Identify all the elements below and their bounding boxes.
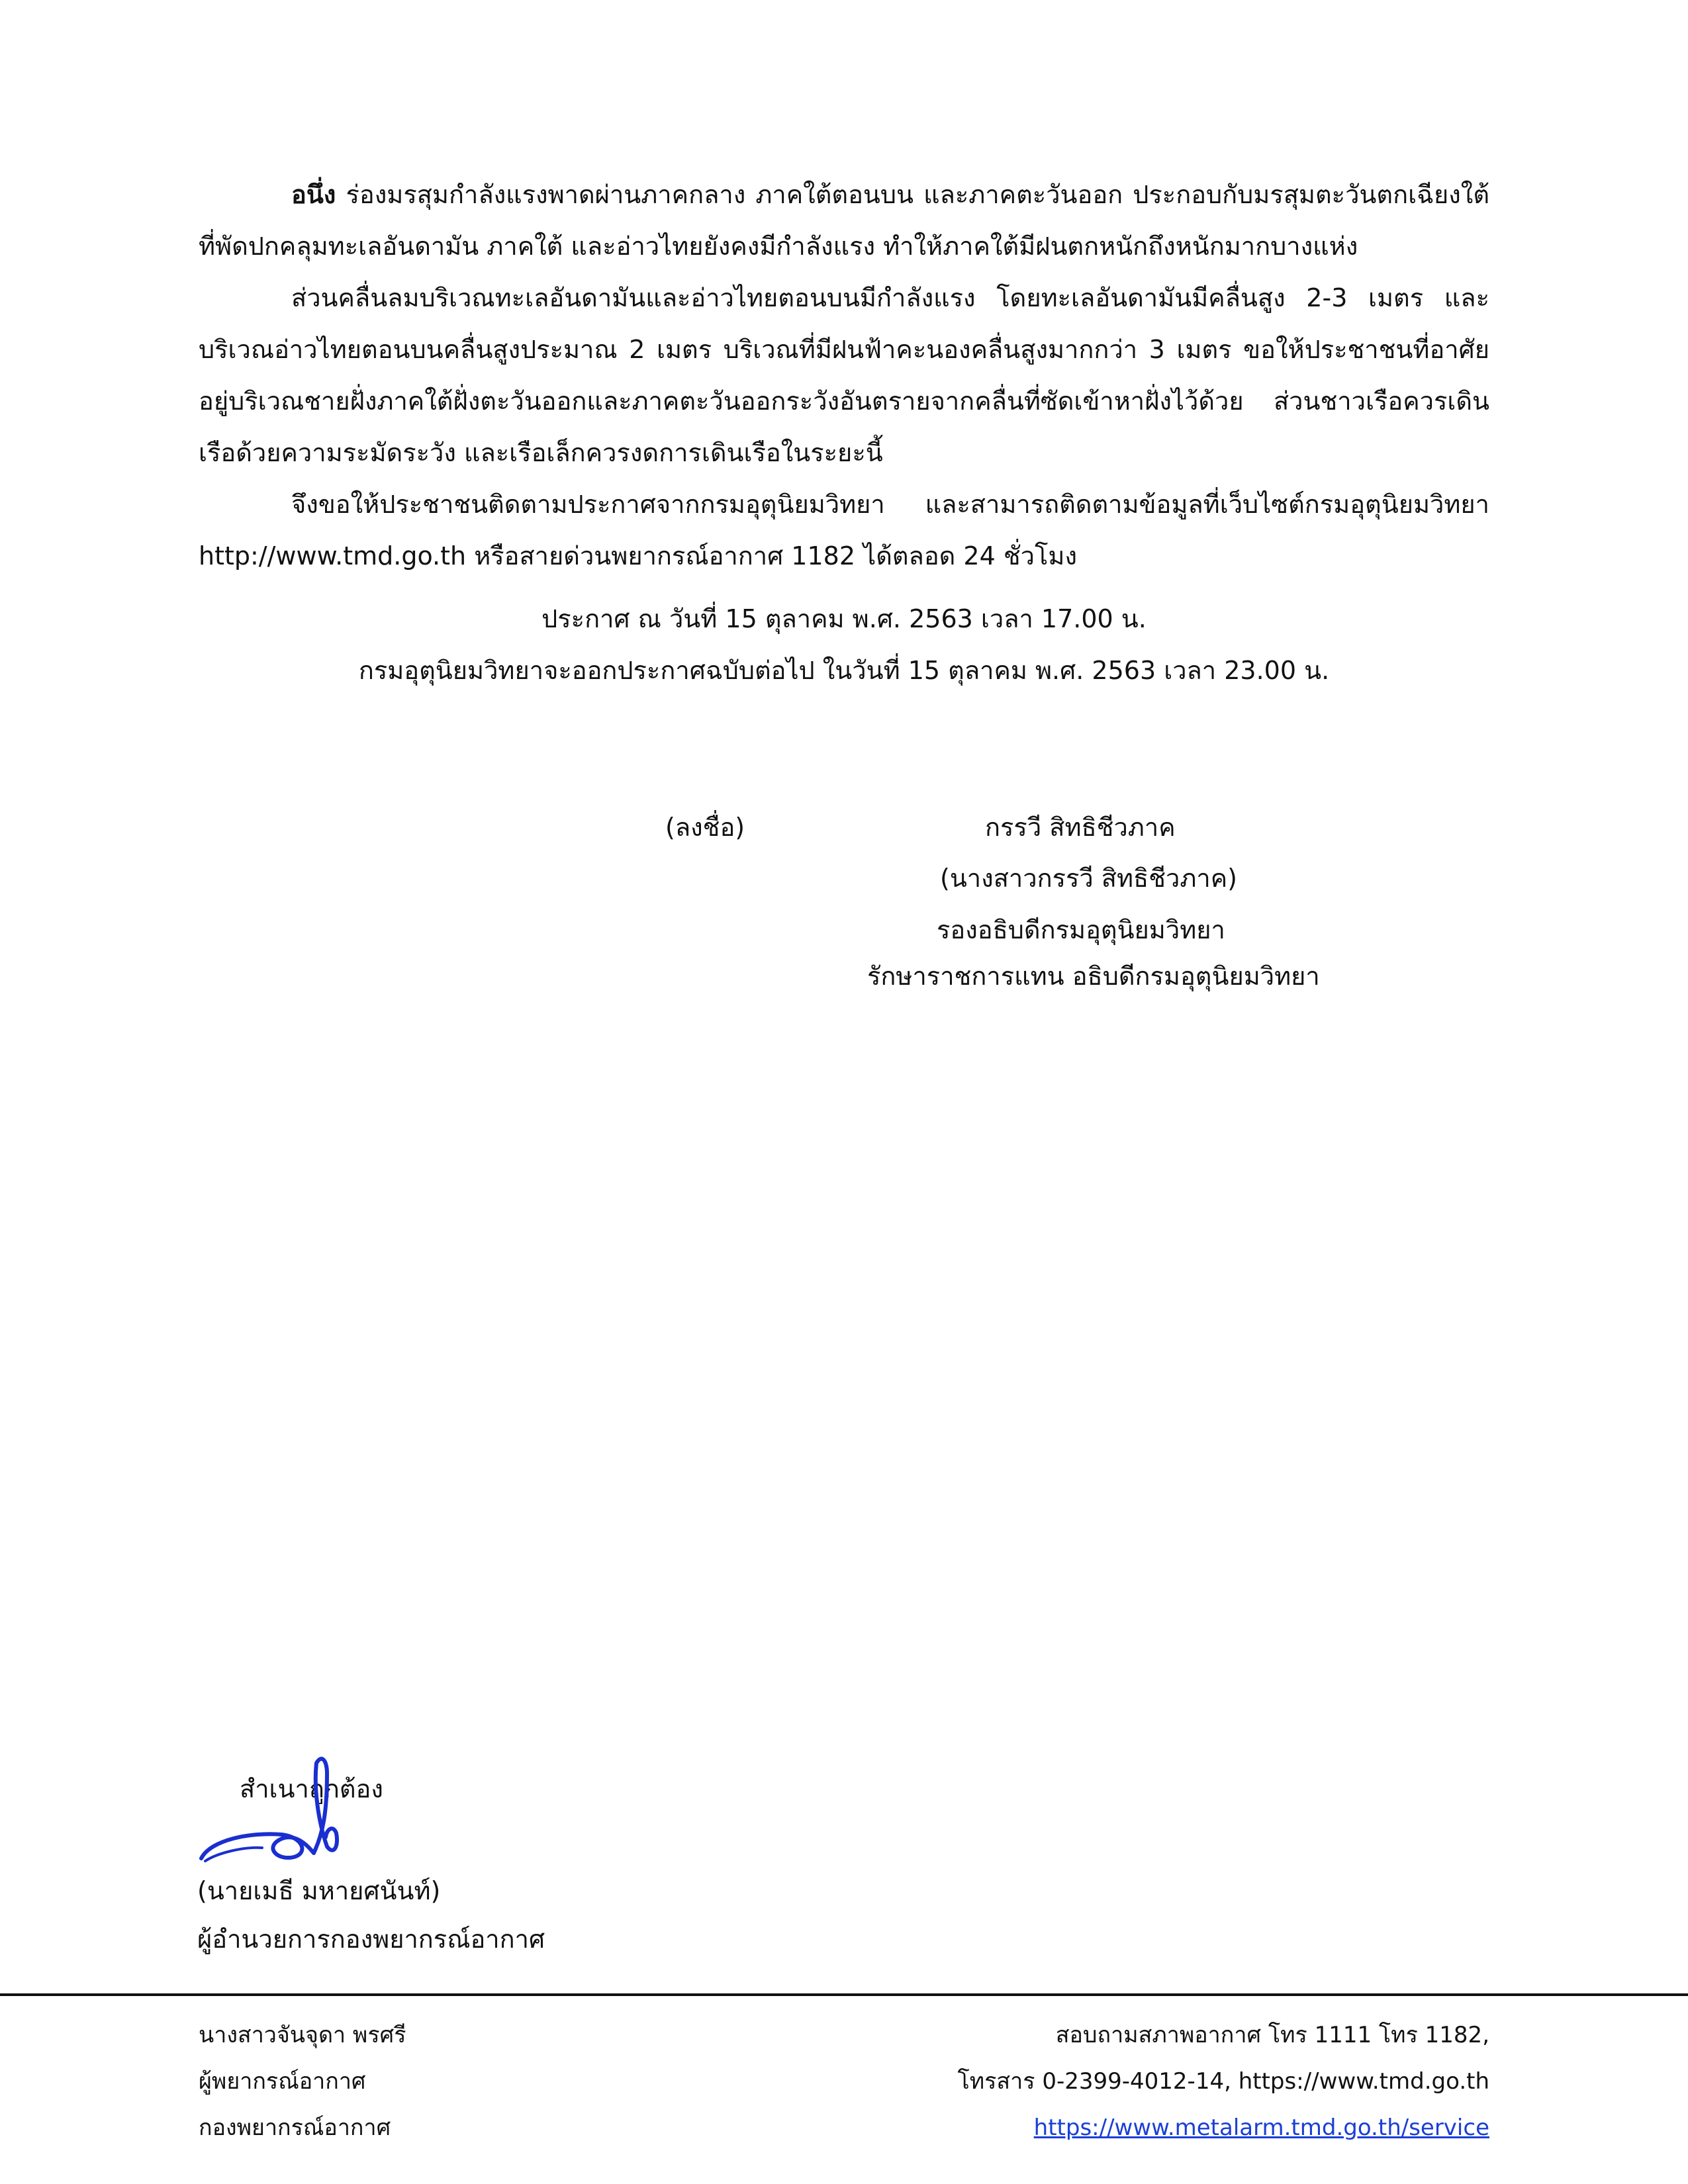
signatory-full-name: (นางสาวกรรวี สิทธิชีวภาค) [940,864,1238,893]
certified-copy-position: ผู้อำนวยการกองพยากรณ์อากาศ [197,1925,545,1954]
contact-fax-website: โทรสาร 0-2399-4012-14, https://www.tmd.go.th [957,2068,1489,2095]
signatory-position: รองอธิบดีกรมอุตุนิยมวิทยา [937,915,1225,944]
forecaster-role: ผู้พยากรณ์อากาศ [199,2068,366,2095]
footer-forecaster-block [199,2012,406,2151]
paragraph-follow-updates [199,478,1489,582]
paragraph-monsoon-text: ร่องมรสุมกำลังแรงพาดผ่านภาคกลาง ภาคใต้ตอนบน และภาคตะวันออก ประกอบกับมรสุมตะวันตกเฉียงใต้ที่พัดปกคลุมทะเลอันดามัน ภาคใต้ และอ่าวไทยยังคงมีกำลังแรง ทำให้ภาคใต้มีฝนตกหนักถึงหนักมากบางแห่ง [199,180,1489,261]
signatory-acting-position: รักษาราชการแทน อธิบดีกรมอุตุนิยมวิทยา [867,962,1320,991]
next-issue-line: กรมอุตุนิยมวิทยาจะออกประกาศฉบับต่อไป ในวันที่ 15 ตุลาคม พ.ศ. 2563 เวลา 23.00 น. [358,656,1330,685]
certified-copy-name: (นายเมธี มหายศนันท์) [197,1876,441,1905]
handwritten-signature [197,1747,350,1866]
paragraph-monsoon [199,169,1489,272]
paragraph-follow-updates-text: จึงขอให้ประชาชนติดตามประกาศจากกรมอุตุนิยมวิทยา และสามารถติดตามข้อมูลที่เว็บไซต์กรมอุตุนิยมวิทยา http://www.tmd.go.th หรือสายด่วนพยากรณ์อากาศ 1182 ได้ตลอด 24 ชั่วโมง [199,490,1489,570]
forecaster-name: นางสาวจันจุดา พรศรี [199,2022,406,2048]
contact-phone: สอบถามสภาพอากาศ โทร 1111 โทร 1182, [1055,2022,1489,2048]
paragraph-waves [199,272,1489,478]
forecaster-division: กองพยากรณ์อากาศ [199,2115,391,2141]
paragraph-waves-text: ส่วนคลื่นลมบริเวณทะเลอันดามันและอ่าวไทยตอนบนมีกำลังแรง โดยทะเลอันดามันมีคลื่นสูง 2-3 เมตร และบริเวณอ่าวไทยตอนบนคลื่นสูงประมาณ 2 เมตร บริเวณที่มีฝนฟ้าคะนองคลื่นสูงมากกว่า 3 เมตร ขอให้ประชาชนที่อาศัยอยู่บริเวณชายฝั่งภาคใต้ฝั่งตะวันออกและภาคตะวันออกระวังอันตรายจากคลื่นที่ซัดเข้าหาฝั่งไว้ด้วย ส่วนชาวเรือควรเดินเรือด้วยความระมัดระวัง และเรือเล็กควรงดการเดินเรือในระยะนี้ [199,283,1489,467]
signed-name: กรรวี สิทธิชีวภาค [985,813,1176,842]
signed-label: (ลงชื่อ) [665,813,745,842]
certified-copy-label: สำเนาถูกต้อง [240,1774,383,1803]
issued-date-line: ประกาศ ณ วันที่ 15 ตุลาคม พ.ศ. 2563 เวลา 17.00 น. [541,604,1147,633]
announcement-body [199,169,1489,582]
metalarm-service-link[interactable]: https://www.metalarm.tmd.go.th/service [1033,2115,1489,2141]
footer-contact-block [957,2012,1489,2151]
paragraph-lead: อนึ่ง [291,180,336,209]
footer-divider [0,1993,1688,1996]
